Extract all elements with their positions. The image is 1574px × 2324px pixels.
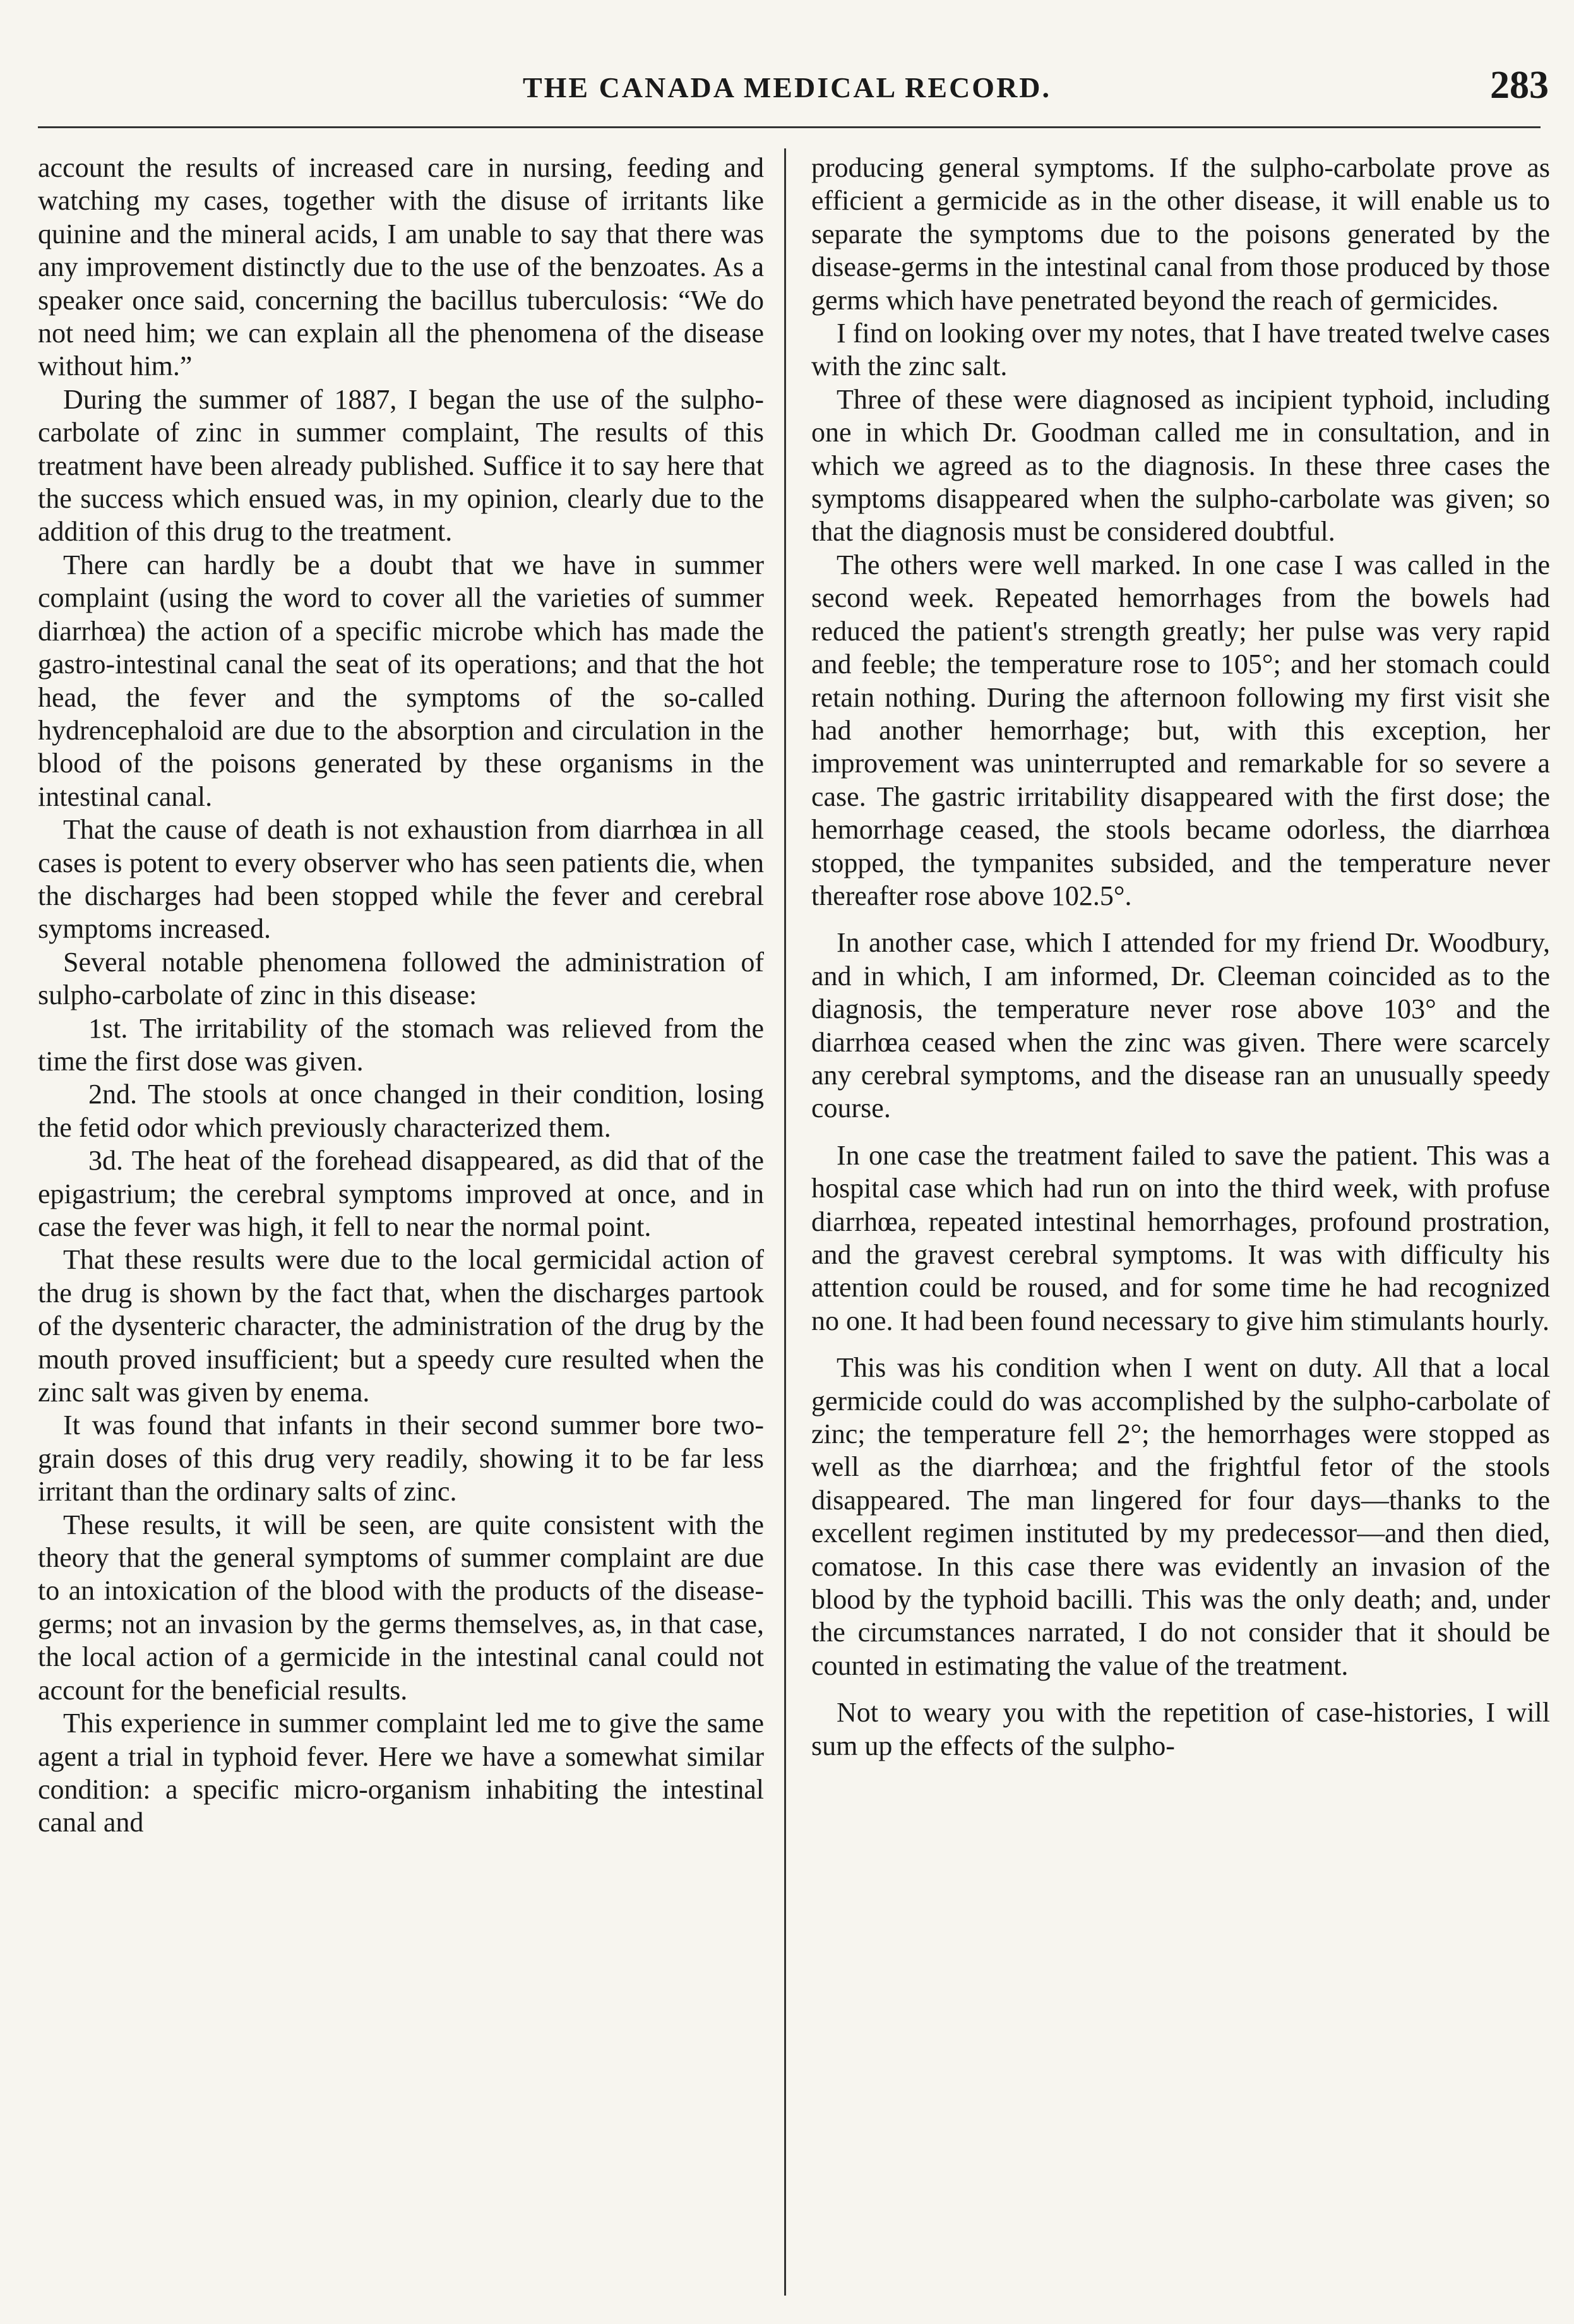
paragraph: This was his condition when I went on duty. All that a local germicide could do was accomplished by the sulpho-carbolate of zinc; the temperature fell 2°; the hemorrhages were stopped as well as the diarrhœa; and the frightful fetor of the stools disappeared. The man lingered for four days—thanks to the excellent regimen instituted by my predecessor—and then died, comatose. In this case there was evidently an invasion of the blood by the typhoid bacilli. This was the only death; and, under the circumstances narrated, I do not consider that it should be counted in estimating the value of the treatment. — [811, 1352, 1550, 1681]
column-divider — [784, 148, 786, 2296]
paragraph: The others were well marked. In one case I was called in the second week. Repeated hemorrhages from the bowels had reduced the patient's strength greatly; her pulse was very rapid and feeble; the temperature rose to 105°; and her stomach could retain nothing. During the afternoon following my first visit she had another hemorrhage; but, with this exception, her improvement was uninterrupted and remarkable for so severe a case. The gastric irritability disappeared with the first dose; the hemorrhage ceased, the stools became odorless, the diarrhœa stopped, the tympanites subsided, and the temperature never thereafter rose above 102.5°. — [811, 549, 1550, 911]
page-number: 283 — [1490, 64, 1549, 107]
paragraph: Not to weary you with the repetition of case-histories, I will sum up the effects of the sulpho- — [811, 1697, 1550, 1761]
header-rule — [38, 126, 1541, 128]
right-column — [811, 152, 1550, 2299]
paragraph: That these results were due to the local germicidal action of the drug is shown by the fact that, when the discharges partook of the dysenteric character, the administration of the drug by the mouth proved insufficient; but a speedy cure resulted when the zinc salt was given by enema. — [38, 1244, 764, 1408]
running-title: THE CANADA MEDICAL RECORD. — [522, 71, 1052, 104]
left-column — [38, 152, 764, 2299]
paragraph: In one case the treatment failed to save the patient. This was a hospital case which had run on into the third week, with profuse diarrhœa, repeated intestinal hemorrhages, profound prostration, and the gravest cerebral symptoms. It was with difficulty his attention could be roused, and for some time he had recognized no one. It had been found necessary to give him stimulants hourly. — [811, 1139, 1550, 1336]
paragraph: There can hardly be a doubt that we have in summer complaint (using the word to cover all the varieties of summer diarrhœa) the action of a specific microbe which has made the gastro-intestinal canal the seat of its operations; and that the hot head, the fever and the symptoms of the so-called hydrencephaloid are due to the absorption and circulation in the blood of the poisons generated by these organisms in the intestinal canal. — [38, 549, 764, 812]
paragraph: In another case, which I attended for my friend Dr. Woodbury, and in which, I am informed, Dr. Cleeman coincided as to the diagnosis, the temperature never rose above 103° and the diarrhœa ceased when the zinc was given. There were scarcely any cerebral symptoms, and the disease ran an unusually speedy course. — [811, 927, 1550, 1124]
page-header — [0, 63, 1574, 114]
paragraph: These results, it will be seen, are quite consistent with the theory that the general symptoms of summer complaint are due to an intoxication of the blood with the products of the disease-germs; not an invasion by the germs themselves, as, in that case, the local action of a germicide in the intestinal canal could not account for the beneficial results. — [38, 1509, 764, 1706]
paragraph: I find on looking over my notes, that I have treated twelve cases with the zinc salt. — [811, 318, 1550, 382]
paragraph: producing general symptoms. If the sulpho-carbolate prove as efficient a germicide as in the other disease, it will enable us to separate the symptoms due to the poisons generated by the disease-germs in the intestinal canal from those produced by those germs which have penetrated beyond the reach of germicides. — [811, 152, 1550, 316]
paragraph: Several notable phenomena followed the administration of sulpho-carbolate of zinc in this disease: — [38, 946, 764, 1011]
paragraph: account the results of increased care in nursing, feeding and watching my cases, together with the disuse of irritants like quinine and the mineral acids, I am unable to say that there was any improvement distinctly due to the use of the benzoates. As a speaker once said, concerning the bacillus tuberculosis: “We do not need him; we can explain all the phenomena of the disease without him.” — [38, 152, 764, 382]
list-item: 1st. The irritability of the stomach was relieved from the time the first dose was given. — [38, 1012, 764, 1077]
paragraph: That the cause of death is not exhaustion from diarrhœa in all cases is potent to every observer who has seen patients die, when the discharges had been stopped while the fever and cerebral symptoms increased. — [38, 814, 764, 945]
list-item: 2nd. The stools at once changed in their condition, losing the fetid odor which previously characterized them. — [38, 1079, 764, 1143]
paragraph: During the summer of 1887, I began the use of the sulpho-carbolate of zinc in summer complaint, The results of this treatment have been already published. Suffice it to say here that the success which ensued was, in my opinion, clearly due to the addition of this drug to the treatment. — [38, 383, 764, 548]
list-item: 3d. The heat of the forehead disappeared, as did that of the epigastrium; the cerebral symptoms improved at once, and in case the fever was high, it fell to near the normal point. — [38, 1145, 764, 1242]
paragraph: Three of these were diagnosed as incipient typhoid, including one in which Dr. Goodman called me in consultation, and in which we agreed as to the diagnosis. In these three cases the symptoms disappeared when the sulpho-carbolate was given; so that the diagnosis must be considered doubtful. — [811, 383, 1550, 548]
paragraph: This experience in summer complaint led me to give the same agent a trial in typhoid fever. Here we have a somewhat similar condition: a specific micro-organism inhabiting the intestinal canal and — [38, 1708, 764, 1838]
paragraph: It was found that infants in their second summer bore two-grain doses of this drug very readily, showing it to be far less irritant than the ordinary salts of zinc. — [38, 1410, 764, 1507]
